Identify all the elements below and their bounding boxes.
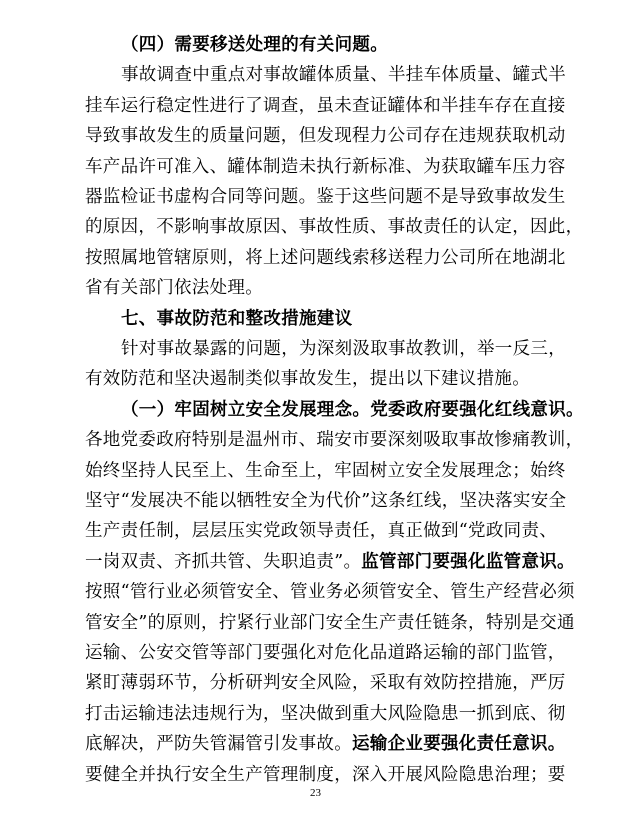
subheading-4: （四）需要移送处理的有关问题。: [121, 35, 388, 55]
text-line: 坚守“发展决不能以牺牲安全为代价”这条红线，坚决落实安全: [85, 491, 567, 511]
text-line: 挂车运行稳定性进行了调查，虽未查证罐体和半挂车存在直接: [85, 95, 566, 116]
text-line: 要健全并执行安全生产管理制度，深入开展风险隐患治理；要: [85, 764, 566, 785]
text-line: 管安全”的原则，拧紧行业部门安全生产责任链条，特别是交通: [85, 612, 575, 633]
text-line: 省有关部门依法处理。: [85, 278, 263, 299]
text-line: 有效防范和坚决遏制类似事故发生，提出以下建议措施。: [85, 369, 530, 390]
text-line-mixed: [85, 732, 566, 756]
page-number: 23: [310, 787, 321, 799]
text-run: 一岗双责、齐抓共管、失职追责”。: [85, 551, 362, 572]
text-line: 紧盯薄弱环节，分析研判安全风险，采取有效防控措施，严厉: [85, 673, 566, 694]
text-line: 打击运输违法违规行为，坚决做到重大风险隐患一抓到底、彻: [85, 703, 566, 724]
text-line: 器监检证书虚构合同等问题。鉴于这些问题不是导致事故发生: [85, 187, 566, 207]
text-line: 各地党委政府特别是温州市、瑞安市要深刻吸取事故惨痛教训，: [85, 430, 584, 451]
text-line: 导致事故发生的质量问题，但发现程力公司存在违规获取机动: [85, 126, 566, 147]
text-line-mixed: [85, 550, 575, 574]
section-heading-7: 七、事故防范和整改措施建议: [121, 308, 353, 329]
text-line: 生产责任制，层层压实党政领导责任，真正做到“党政同责、: [85, 521, 558, 542]
emphasis-run: 运输企业要强化责任意识。: [352, 734, 566, 755]
text-line: 始终坚持人民至上、生命至上，牢固树立安全发展理念；始终: [85, 460, 566, 481]
text-line: 按照“管行业必须管安全、管业务必须管安全、管生产经营必须: [85, 582, 575, 603]
text-line: 事故调查中重点对事故罐体质量、半挂车体质量、罐式半: [121, 65, 566, 86]
text-line: 的原因，不影响事故原因、事故性质、事故责任的认定，因此，: [85, 217, 584, 238]
item-1-heading: （一）牢固树立安全发展理念。党委政府要强化红线意识。: [121, 399, 584, 420]
text-run: 底解决，严防失管漏管引发事故。: [85, 734, 352, 755]
text-line: 运输、公安交管等部门要强化对危化品道路运输的部门监管，: [85, 643, 566, 663]
text-line: 针对事故暴露的问题，为深刻汲取事故教训，举一反三，: [121, 339, 566, 359]
text-line: 按照属地管辖原则，将上述问题线索移送程力公司所在地湖北: [85, 247, 566, 268]
emphasis-run: 监管部门要强化监管意识。: [361, 551, 575, 572]
text-line: 车产品许可准入、罐体制造未执行新标准、为获取罐车压力容: [85, 156, 566, 177]
